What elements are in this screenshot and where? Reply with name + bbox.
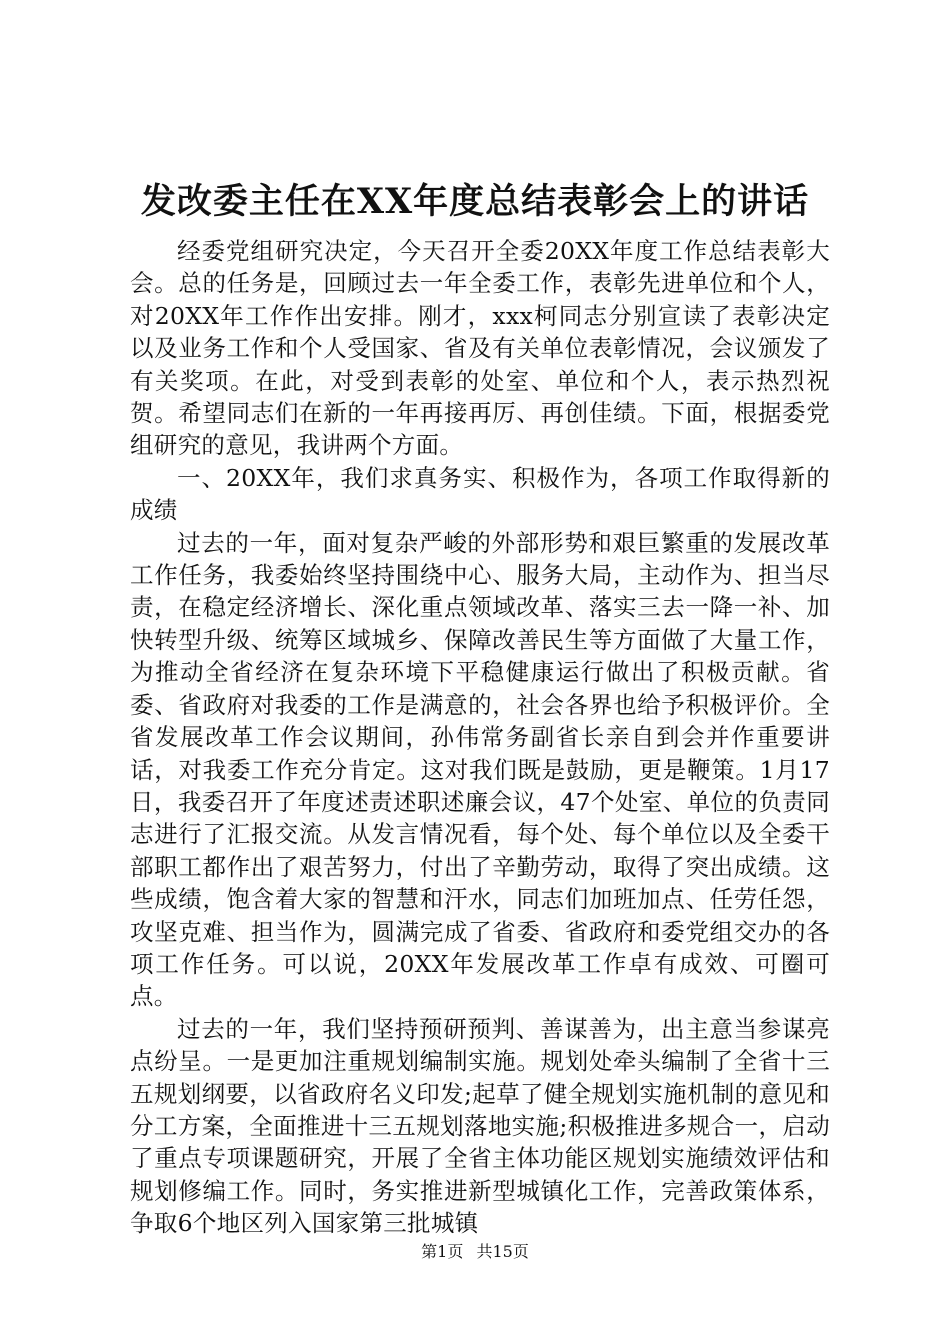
paragraph-planning: 过去的一年，我们坚持预研预判、善谋善为，出主意当参谋亮点纷呈。一是更加注重规划编制实施。规划处牵头编制了全省十三五规划纲要，以省政府名义印发;起草了健全规划实施机制的意见和分工方案，全面推进十三五规划落地实施;积极推进多规合一，启动了重点专项课题研究，开展了全省主体功能区规划实施绩效评估和规划修编工作。同时，务实推进新型城镇化工作，完善政策体系，争取6个地区列入国家第三批城镇 — [130, 1014, 830, 1238]
page-number: 第1页 — [421, 1242, 464, 1261]
page-total: 共15页 — [476, 1242, 529, 1261]
page-footer — [0, 1242, 950, 1262]
document-title: 发改委主任在XX年度总结表彰会上的讲话 — [140, 181, 810, 222]
document-body — [130, 235, 830, 1240]
paragraph-achievements: 过去的一年，面对复杂严峻的外部形势和艰巨繁重的发展改革工作任务，我委始终坚持围绕中心、服务大局，主动作为、担当尽责，在稳定经济增长、深化重点领域改革、落实三去一降一补、加快转型升级、统筹区域城乡、保障改善民生等方面做了大量工作，为推动全省经济在复杂环境下平稳健康运行做出了积极贡献。省委、省政府对我委的工作是满意的，社会各界也给予积极评价。全省发展改革工作会议期间，孙伟常务副省长亲自到会并作重要讲话，对我委工作充分肯定。这对我们既是鼓励，更是鞭策。1月17日，我委召开了年度述责述职述廉会议，47个处室、单位的负责同志进行了汇报交流。从发言情况看，每个处、每个单位以及全委干部职工都作出了艰苦努力，付出了辛勤劳动，取得了突出成绩。这些成绩，饱含着大家的智慧和汗水，同志们加班加点、任劳任怨，攻坚克难、担当作为，圆满完成了省委、省政府和委党组交办的各项工作任务。可以说，20XX年发展改革工作卓有成效、可圈可点。 — [130, 528, 830, 1011]
paragraph-intro: 经委党组研究决定，今天召开全委20XX年度工作总结表彰大会。总的任务是，回顾过去一年全委工作，表彰先进单位和个人，对20XX年工作作出安排。刚才，xxx柯同志分别宣读了表彰决定以及业务工作和个人受国家、省及有关单位表彰情况，会议颁发了有关奖项。在此，对受到表彰的处室、单位和个人，表示热烈祝贺。希望同志们在新的一年再接再厉、再创佳绩。下面，根据委党组研究的意见，我讲两个方面。 — [130, 237, 830, 460]
section-heading: 一、20XX年，我们求真务实、积极作为，各项工作取得新的成绩 — [130, 463, 830, 525]
